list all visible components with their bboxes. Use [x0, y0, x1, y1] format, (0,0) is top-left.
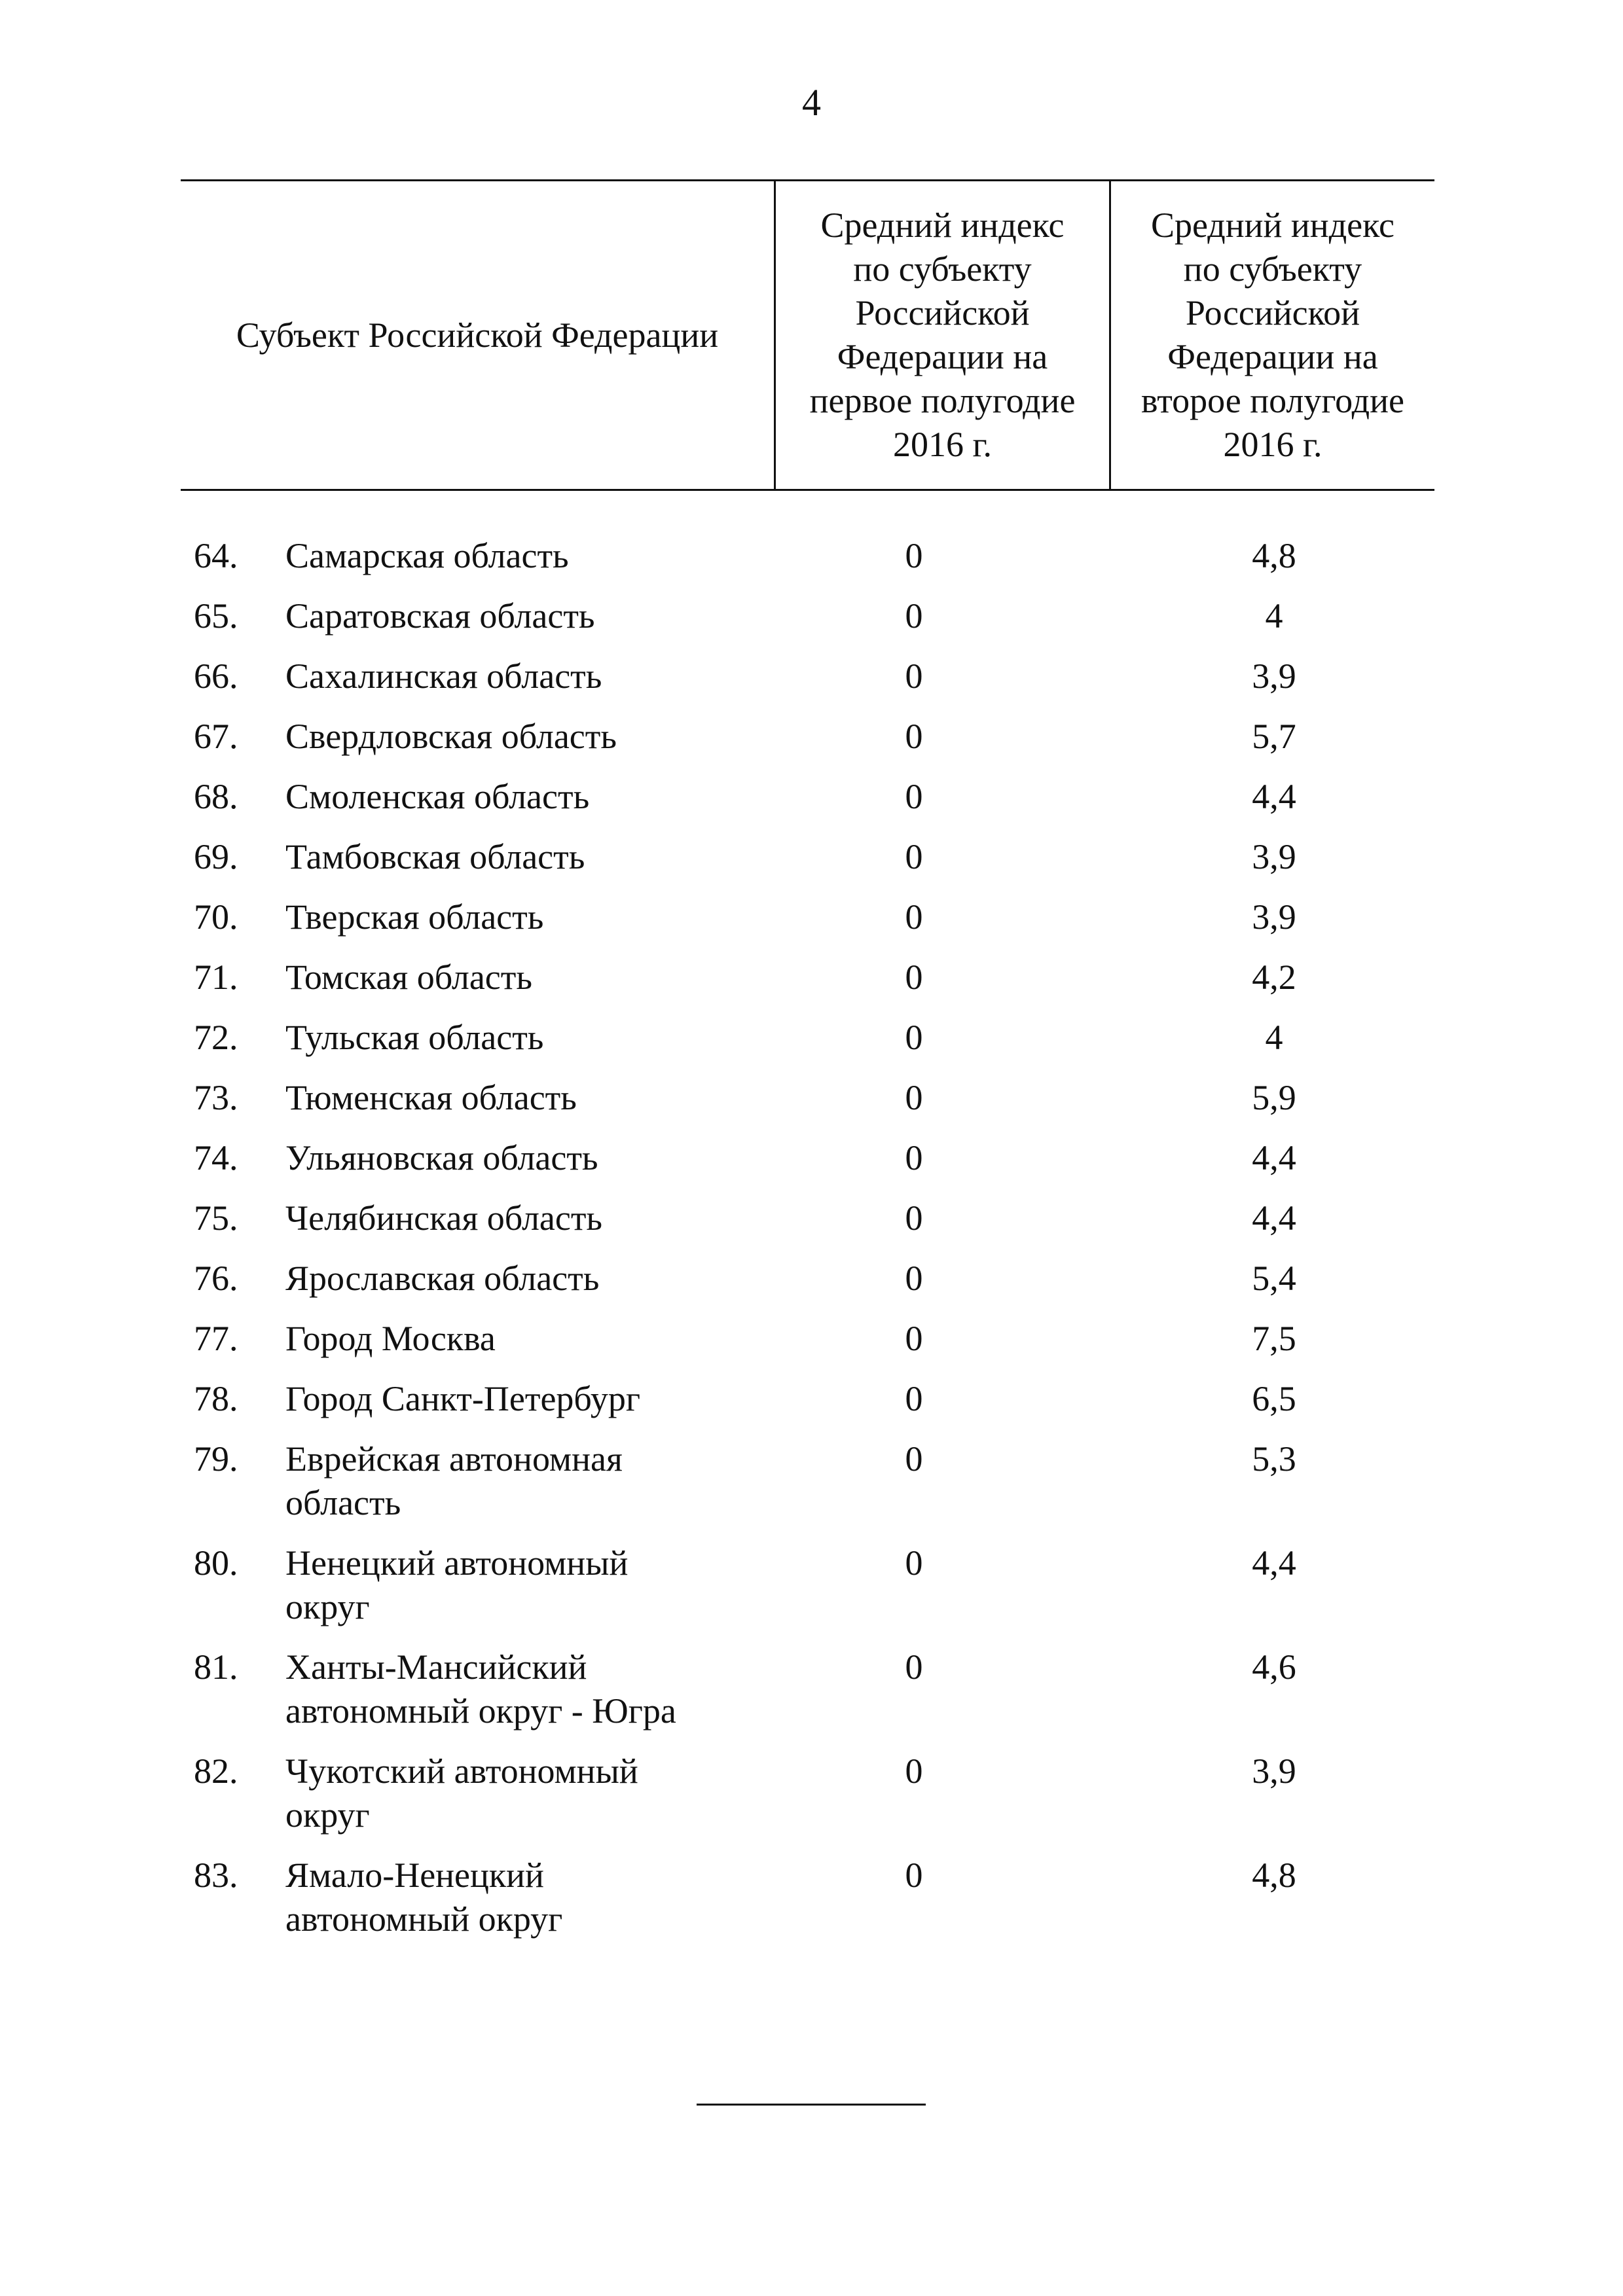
- table-row: [181, 1076, 1434, 1136]
- row-second-half-value: 3,9: [1252, 1751, 1296, 1791]
- row-second-half-value: 4,4: [1252, 1138, 1296, 1177]
- table-row: [181, 1257, 1434, 1317]
- header-second-half-label: Средний индекс по субъекту Российской Федерации на второе полугодие 2016 г.: [1141, 206, 1404, 464]
- row-subject-name: Еврейская автономная область: [285, 1439, 623, 1522]
- row-subject-name: Тамбовская область: [285, 837, 585, 876]
- row-subject-name: Томская область: [285, 958, 532, 997]
- row-number: 65.: [194, 596, 238, 636]
- row-first-half-value: 0: [905, 1439, 923, 1479]
- row-subject-name: Ненецкий автономный округ: [285, 1543, 629, 1626]
- table-row: [181, 715, 1434, 775]
- row-number: 68.: [194, 777, 238, 816]
- table-row: [181, 1541, 1434, 1645]
- row-number: 79.: [194, 1439, 238, 1479]
- row-number: 80.: [194, 1543, 238, 1583]
- row-number: 64.: [194, 536, 238, 575]
- row-second-half-value: 5,7: [1252, 717, 1296, 756]
- table-row: [181, 655, 1434, 715]
- row-first-half-value: 0: [905, 717, 923, 756]
- row-subject-name: Ульяновская область: [285, 1138, 598, 1177]
- row-number: 76.: [194, 1259, 238, 1298]
- row-second-half-value: 4,4: [1252, 1543, 1296, 1583]
- table-row: [181, 1136, 1434, 1196]
- row-first-half-value: 0: [905, 1078, 923, 1117]
- row-second-half-value: 4: [1265, 596, 1283, 636]
- table-row: [181, 1377, 1434, 1437]
- table-row: [181, 895, 1434, 956]
- row-second-half-value: 5,9: [1252, 1078, 1296, 1117]
- row-subject-name: Самарская область: [285, 536, 569, 575]
- table-row: [181, 594, 1434, 655]
- row-second-half-value: 4,6: [1252, 1647, 1296, 1687]
- header-first-half-column: [774, 181, 1109, 489]
- table-row: [181, 1854, 1434, 1958]
- row-first-half-value: 0: [905, 1751, 923, 1791]
- row-subject-name: Город Москва: [285, 1319, 496, 1358]
- row-number: 70.: [194, 897, 238, 937]
- row-number: 81.: [194, 1647, 238, 1687]
- row-subject-name: Саратовская область: [285, 596, 595, 636]
- table-row: [181, 1437, 1434, 1541]
- row-number: 82.: [194, 1751, 238, 1791]
- row-subject-name: Город Санкт-Петербург: [285, 1379, 640, 1418]
- table-row: [181, 1016, 1434, 1076]
- row-first-half-value: 0: [905, 1647, 923, 1687]
- row-second-half-value: 4,4: [1252, 777, 1296, 816]
- table-row: [181, 775, 1434, 835]
- row-first-half-value: 0: [905, 777, 923, 816]
- row-number: 75.: [194, 1198, 238, 1238]
- row-subject-name: Ямало-Ненецкий автономный округ: [285, 1856, 563, 1939]
- row-number: 83.: [194, 1856, 238, 1895]
- table-row: [181, 534, 1434, 594]
- row-second-half-value: 7,5: [1252, 1319, 1296, 1358]
- row-second-half-value: 4: [1265, 1018, 1283, 1057]
- header-subject-column: [181, 181, 774, 489]
- row-number: 67.: [194, 717, 238, 756]
- row-second-half-value: 4,8: [1252, 1856, 1296, 1895]
- row-second-half-value: 3,9: [1252, 837, 1296, 876]
- row-first-half-value: 0: [905, 1379, 923, 1418]
- row-number: 77.: [194, 1319, 238, 1358]
- row-first-half-value: 0: [905, 1018, 923, 1057]
- row-first-half-value: 0: [905, 1319, 923, 1358]
- row-second-half-value: 3,9: [1252, 897, 1296, 937]
- header-first-half-label: Средний индекс по субъекту Российской Федерации на первое полугодие 2016 г.: [809, 206, 1076, 464]
- table-row: [181, 835, 1434, 895]
- row-number: 71.: [194, 958, 238, 997]
- row-first-half-value: 0: [905, 897, 923, 937]
- row-number: 73.: [194, 1078, 238, 1117]
- row-number: 72.: [194, 1018, 238, 1057]
- row-subject-name: Смоленская область: [285, 777, 590, 816]
- row-second-half-value: 6,5: [1252, 1379, 1296, 1418]
- row-first-half-value: 0: [905, 596, 923, 636]
- row-subject-name: Сахалинская область: [285, 656, 602, 696]
- header-second-half-column: [1109, 181, 1434, 489]
- row-subject-name: Ханты-Мансийский автономный округ - Югра: [285, 1647, 676, 1731]
- row-subject-name: Чукотский автономный округ: [285, 1751, 638, 1835]
- table-row: [181, 1749, 1434, 1854]
- row-first-half-value: 0: [905, 1856, 923, 1895]
- row-number: 69.: [194, 837, 238, 876]
- row-second-half-value: 4,4: [1252, 1198, 1296, 1238]
- table-row: [181, 1317, 1434, 1377]
- row-first-half-value: 0: [905, 958, 923, 997]
- table-row: [181, 1196, 1434, 1257]
- row-second-half-value: 5,3: [1252, 1439, 1296, 1479]
- header-subject-label: Субъект Российской Федерации: [236, 315, 719, 355]
- row-second-half-value: 4,8: [1252, 536, 1296, 575]
- table-header: [181, 179, 1434, 491]
- row-subject-name: Тверская область: [285, 897, 544, 937]
- page-number: 4: [802, 81, 821, 124]
- row-subject-name: Тюменская область: [285, 1078, 577, 1117]
- row-first-half-value: 0: [905, 1198, 923, 1238]
- row-second-half-value: 3,9: [1252, 656, 1296, 696]
- row-subject-name: Свердловская область: [285, 717, 617, 756]
- row-second-half-value: 4,2: [1252, 958, 1296, 997]
- row-first-half-value: 0: [905, 656, 923, 696]
- row-second-half-value: 5,4: [1252, 1259, 1296, 1298]
- row-subject-name: Челябинская область: [285, 1198, 603, 1238]
- row-number: 78.: [194, 1379, 238, 1418]
- table-body: [181, 534, 1434, 1958]
- end-divider: [697, 2104, 926, 2106]
- row-subject-name: Тульская область: [285, 1018, 544, 1057]
- row-first-half-value: 0: [905, 837, 923, 876]
- row-number: 74.: [194, 1138, 238, 1177]
- table-row: [181, 956, 1434, 1016]
- row-first-half-value: 0: [905, 1259, 923, 1298]
- row-number: 66.: [194, 656, 238, 696]
- row-first-half-value: 0: [905, 1543, 923, 1583]
- row-first-half-value: 0: [905, 536, 923, 575]
- row-first-half-value: 0: [905, 1138, 923, 1177]
- table-row: [181, 1645, 1434, 1749]
- row-subject-name: Ярославская область: [285, 1259, 600, 1298]
